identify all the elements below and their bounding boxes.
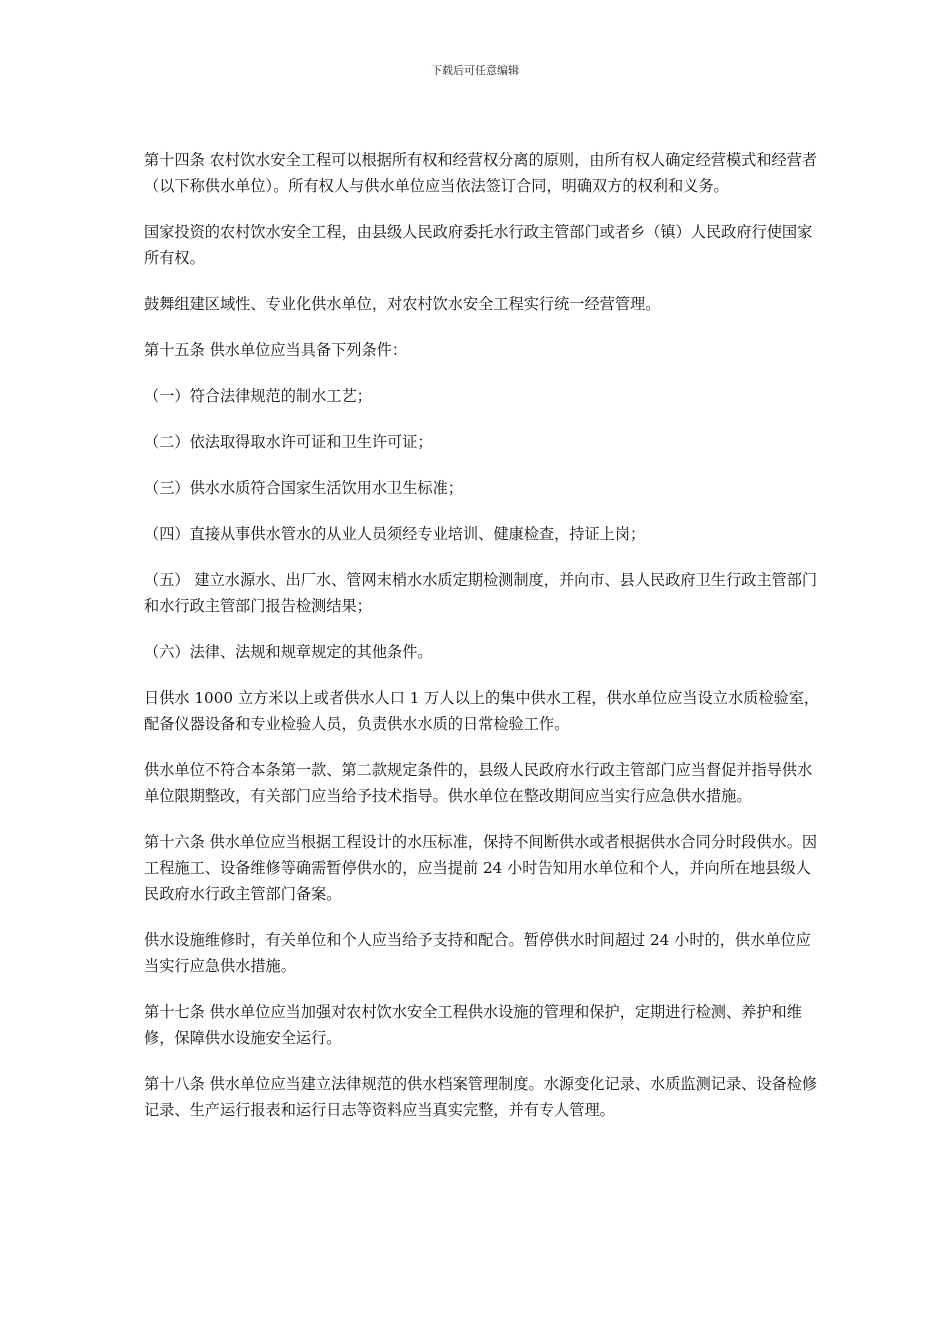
- paragraph-article-16: 第十六条 供水单位应当根据工程设计的水压标准，保持不间断供水或者根据供水合同分时段供水。因工程施工、设备维修等确需暂停供水的，应当提前 24 小时告知用水单位和个人，并向所在地县级人民政府水行政主管部门备案。: [144, 833, 818, 903]
- page-header: 下载后可任意编辑: [431, 64, 519, 77]
- paragraph-condition-5: （五） 建立水源水、出厂水、管网末梢水水质定期检测制度，并向市、县人民政府卫生行政主管部门和水行政主管部门报告检测结果；: [144, 571, 818, 615]
- paragraph-article-17: 第十七条 供水单位应当加强对农村饮水安全工程供水设施的管理和保护，定期进行检测、养护和维修，保障供水设施安全运行。: [144, 1003, 802, 1047]
- paragraph-state-investment: 国家投资的农村饮水安全工程，由县级人民政府委托水行政主管部门或者乡（镇）人民政府行使国家所有权。: [144, 223, 813, 267]
- paragraph-maintenance: 供水设施维修时，有关单位和个人应当给予支持和配合。暂停供水时间超过 24 小时的，供水单位应当实行应急供水措施。: [144, 931, 811, 975]
- paragraph-lab-requirement: 日供水 1000 立方米以上或者供水人口 1 万人以上的集中供水工程，供水单位应当设立水质检验室，配备仪器设备和专业检验人员，负责供水水质的日常检验工作。: [144, 689, 820, 733]
- paragraph-rectification: 供水单位不符合本条第一款、第二款规定条件的，县级人民政府水行政主管部门应当督促并指导供水单位限期整改，有关部门应当给予技术指导。供水单位在整改期间应当实行应急供水措施。: [144, 761, 813, 805]
- paragraph-condition-6: （六）法律、法规和规章规定的其他条件。: [144, 643, 433, 661]
- paragraph-article-15: 第十五条 供水单位应当具备下列条件：: [144, 341, 408, 359]
- paragraph-condition-2: （二）依法取得取水许可证和卫生许可证；: [144, 433, 433, 451]
- document-body: [144, 147, 820, 1143]
- paragraph-encourage-units: 鼓舞组建区域性、专业化供水单位，对农村饮水安全工程实行统一经营管理。: [144, 295, 661, 313]
- paragraph-condition-4: （四）直接从事供水管水的从业人员须经专业培训、健康检查，持证上岗；: [144, 525, 646, 543]
- paragraph-article-14: 第十四条 农村饮水安全工程可以根据所有权和经营权分离的原则，由所有权人确定经营模式和经营者（以下称供水单位）。所有权人与供水单位应当依法签订合同，明确双方的权利和义务。: [144, 151, 818, 195]
- paragraph-condition-3: （三）供水水质符合国家生活饮用水卫生标准；: [144, 479, 463, 497]
- paragraph-condition-1: （一）符合法律规范的制水工艺；: [144, 387, 372, 405]
- paragraph-article-18: 第十八条 供水单位应当建立法律规范的供水档案管理制度。水源变化记录、水质监测记录、设备检修记录、生产运行报表和运行日志等资料应当真实完整，并有专人管理。: [144, 1075, 818, 1119]
